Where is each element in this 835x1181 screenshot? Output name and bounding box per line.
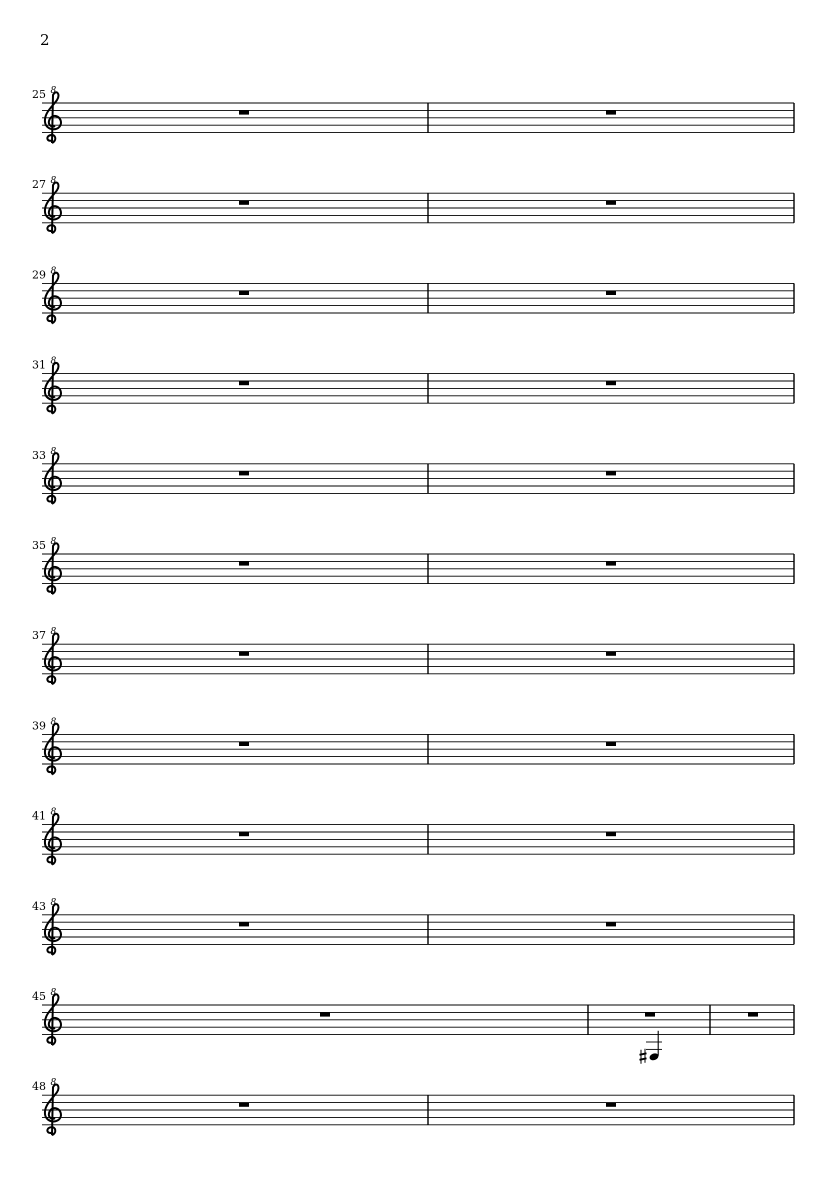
octave-mark: 8	[50, 86, 57, 96]
treble-clef-icon	[45, 176, 61, 233]
whole-rest	[239, 201, 249, 205]
octave-mark: 8	[50, 356, 57, 367]
whole-rest	[239, 561, 249, 565]
octave-mark: 8	[50, 446, 57, 457]
whole-rest	[606, 201, 616, 205]
whole-rest	[645, 1012, 655, 1016]
treble-clef-icon	[45, 988, 61, 1045]
staff-system	[32, 717, 794, 774]
octave-mark: 8	[50, 627, 57, 638]
whole-rest	[239, 381, 249, 385]
whole-rest	[606, 652, 616, 656]
whole-rest	[606, 561, 616, 565]
whole-rest	[239, 742, 249, 746]
treble-clef-icon	[45, 1078, 61, 1135]
measure-number: 37	[32, 629, 46, 643]
whole-rest	[239, 1103, 249, 1107]
treble-clef-icon	[45, 808, 61, 865]
octave-mark: 8	[50, 1078, 57, 1089]
measure-number: 29	[32, 268, 46, 282]
whole-rest	[239, 922, 249, 926]
measure-number: 35	[32, 539, 46, 552]
treble-clef-icon	[45, 717, 61, 774]
whole-rest	[239, 110, 249, 114]
staff-system	[32, 537, 794, 594]
staff-system	[32, 627, 794, 684]
sharp-accidental-icon	[640, 1049, 647, 1064]
whole-rest	[606, 291, 616, 295]
treble-clef-icon	[45, 357, 61, 414]
octave-mark: 8	[50, 897, 57, 908]
octave-mark: 8	[50, 537, 57, 547]
measure-number: 41	[32, 809, 46, 823]
measure-number: 43	[32, 899, 46, 913]
staff-system	[32, 808, 794, 865]
whole-rest	[748, 1012, 758, 1016]
measure-number: 25	[32, 88, 46, 101]
treble-clef-icon	[45, 86, 61, 143]
whole-rest	[239, 652, 249, 656]
whole-rest	[320, 1012, 330, 1016]
measure-number: 45	[32, 990, 46, 1003]
octave-mark: 8	[50, 717, 57, 728]
octave-mark: 8	[50, 988, 57, 998]
measure-number: 31	[32, 358, 46, 372]
measure-number: 48	[32, 1080, 46, 1094]
staff-system	[32, 357, 794, 414]
staff-system	[32, 898, 794, 955]
whole-rest	[239, 471, 249, 475]
staff-system	[32, 988, 794, 1064]
octave-mark: 8	[50, 176, 57, 187]
staff-system	[32, 447, 794, 504]
measure-number: 39	[32, 719, 46, 733]
octave-mark: 8	[50, 807, 57, 818]
treble-clef-icon	[45, 627, 61, 684]
whole-rest	[606, 381, 616, 385]
staff-system	[32, 176, 794, 233]
treble-clef-icon	[45, 537, 61, 594]
whole-rest	[606, 742, 616, 746]
whole-rest	[239, 832, 249, 836]
octave-mark: 8	[50, 266, 57, 277]
whole-rest	[606, 471, 616, 475]
measure-number: 27	[32, 178, 46, 192]
whole-rest	[606, 1103, 616, 1107]
staff-system	[32, 266, 794, 323]
measure-number: 33	[32, 448, 46, 462]
whole-rest	[606, 922, 616, 926]
staff-system	[32, 86, 794, 143]
whole-rest	[606, 110, 616, 114]
page-number: 2	[40, 31, 50, 49]
treble-clef-icon	[45, 447, 61, 504]
whole-rest	[606, 832, 616, 836]
staff-system	[32, 1078, 794, 1135]
treble-clef-icon	[45, 898, 61, 955]
treble-clef-icon	[45, 266, 61, 323]
whole-rest	[239, 291, 249, 295]
